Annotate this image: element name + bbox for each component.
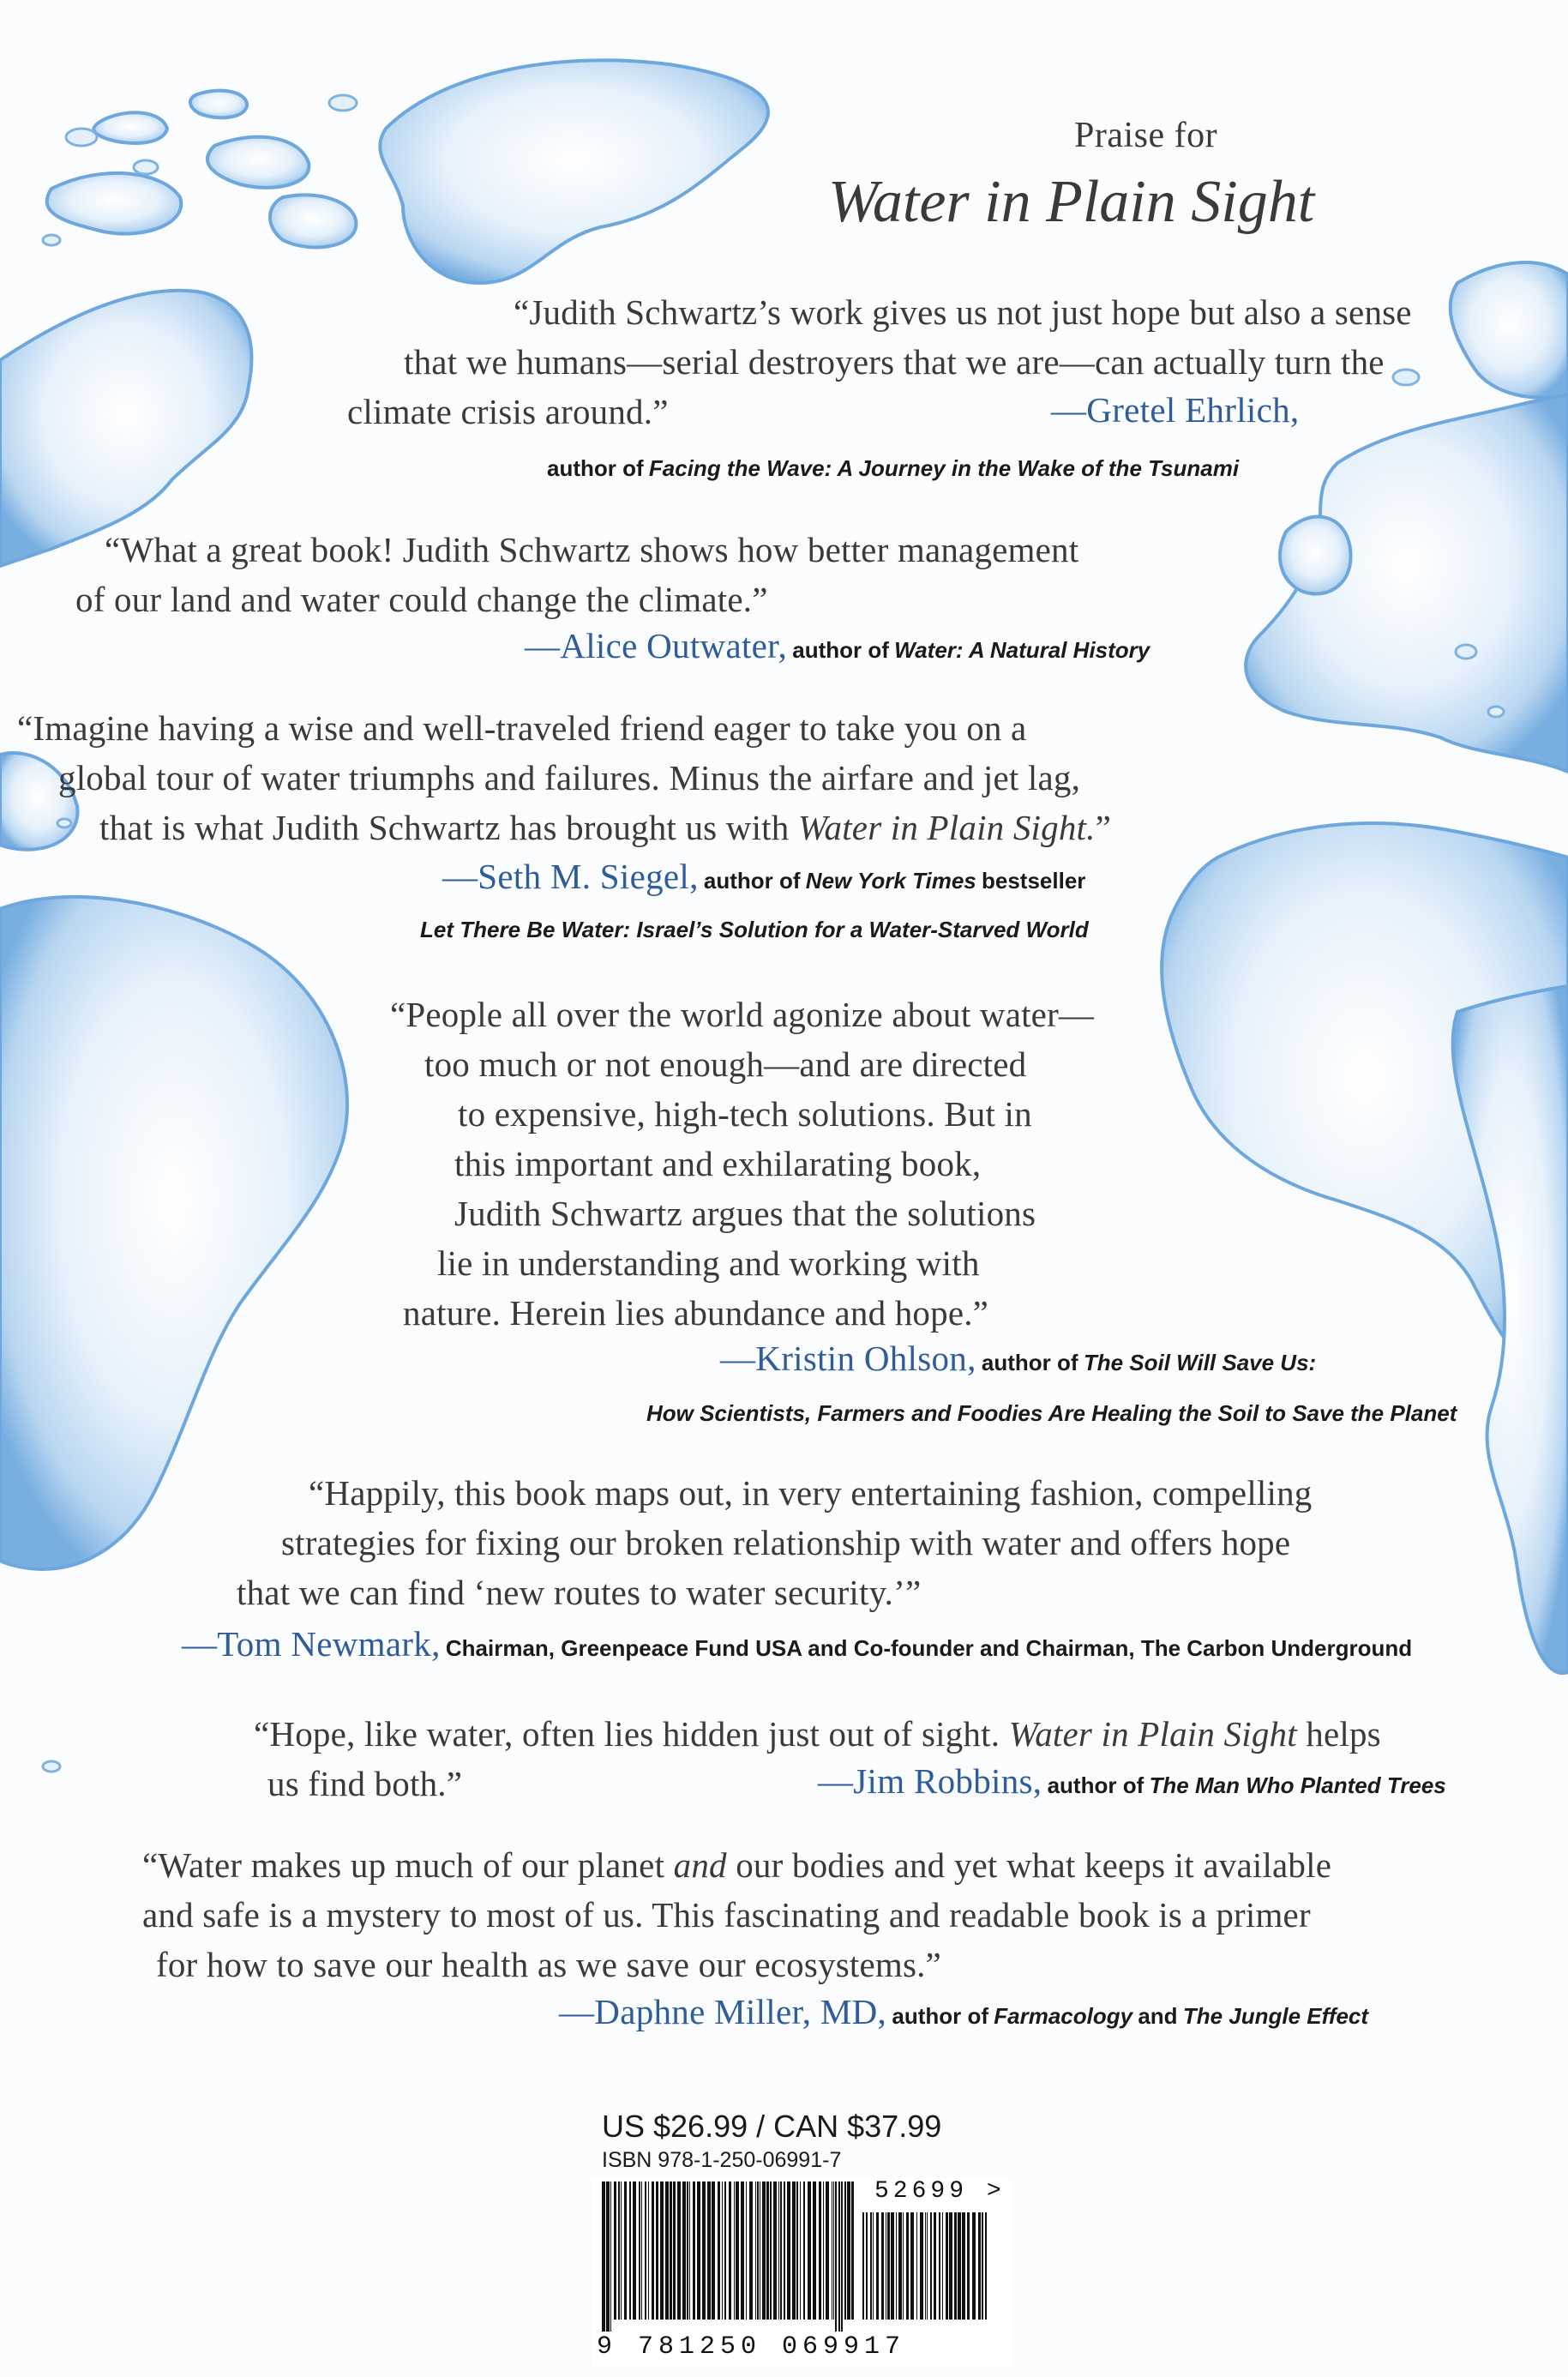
barcode-bar bbox=[641, 2181, 642, 2320]
quote-line: of our land and water could change the climate.” bbox=[75, 580, 768, 619]
barcode-bar bbox=[660, 2181, 664, 2320]
barcode-bar bbox=[729, 2181, 731, 2320]
price-label: US $26.99 / CAN $37.99 bbox=[602, 2109, 942, 2144]
barcode-bar bbox=[673, 2181, 676, 2320]
barcode-bar bbox=[862, 2212, 864, 2320]
barcode-bar bbox=[722, 2181, 723, 2320]
quote-line: “Hope, like water, often lies hidden just out of sight. Water in Plain Sight helps bbox=[254, 1714, 1381, 1754]
barcode-bar bbox=[633, 2181, 636, 2320]
attribution-name: —Seth M. Siegel, bbox=[442, 857, 699, 896]
barcode-bar bbox=[778, 2181, 779, 2320]
quote-line: us find both.” bbox=[267, 1764, 463, 1803]
barcode-bar bbox=[838, 2181, 840, 2332]
quote-line: Judith Schwartz argues that the solutions bbox=[454, 1194, 1036, 1233]
quote-line: for how to save our health as we save our ecosystems.” bbox=[156, 1945, 941, 1984]
attribution-work: Water: A Natural History bbox=[894, 637, 1150, 663]
barcode-bar bbox=[780, 2181, 782, 2320]
barcode-bar bbox=[766, 2181, 769, 2320]
barcode-bar bbox=[693, 2181, 695, 2320]
barcode-bar bbox=[741, 2181, 744, 2320]
barcode-bar bbox=[925, 2212, 926, 2320]
barcode-bar bbox=[985, 2212, 987, 2320]
attribution-role: author of bbox=[703, 868, 801, 894]
attribution-name: —Alice Outwater, bbox=[525, 626, 787, 665]
barcode-bar bbox=[972, 2212, 976, 2320]
south-america-shape bbox=[0, 897, 347, 1569]
barcode-bar bbox=[841, 2181, 843, 2332]
barcode-bar bbox=[792, 2181, 796, 2320]
barcode-bar bbox=[803, 2181, 805, 2320]
barcode-bar bbox=[930, 2212, 932, 2320]
barcode-bar bbox=[833, 2181, 834, 2320]
barcode-bar bbox=[978, 2212, 981, 2320]
attribution-name: —Daphne Miller, MD, bbox=[559, 1992, 887, 2031]
barcode-bar bbox=[881, 2212, 884, 2320]
barcode-bar bbox=[896, 2212, 897, 2320]
attribution-name: —Jim Robbins, bbox=[818, 1761, 1042, 1801]
attribution-role: author of bbox=[981, 1350, 1078, 1375]
barcode-addon-number: 52699 > bbox=[874, 2178, 1006, 2205]
barcode-bar bbox=[762, 2181, 766, 2320]
quote-line: strategies for fixing our broken relationship with water and offers hope bbox=[281, 1523, 1291, 1562]
quote-line: lie in understanding and working with bbox=[437, 1243, 980, 1283]
attribution-role-suffix: bestseller bbox=[982, 868, 1086, 894]
barcode-bar bbox=[887, 2212, 890, 2320]
attribution-name: —Kristin Ohlson, bbox=[720, 1339, 976, 1378]
attribution-work: The Man Who Planted Trees bbox=[1149, 1772, 1446, 1798]
barcode-bar bbox=[606, 2181, 610, 2332]
quote-line: and safe is a mystery to most of us. This fascinating and readable book is a primer bbox=[142, 1895, 1311, 1935]
barcode-bar bbox=[610, 2181, 611, 2332]
barcode-bar bbox=[697, 2181, 700, 2320]
attribution-role: author of bbox=[792, 637, 889, 663]
barcode-bar bbox=[958, 2212, 961, 2320]
quote-line: too much or not enough—and are directed bbox=[424, 1044, 1027, 1084]
barcode-bar bbox=[891, 2212, 894, 2320]
barcode-bar bbox=[876, 2212, 879, 2320]
attribution-work: The Soil Will Save Us: bbox=[1083, 1350, 1317, 1375]
barcode-bar bbox=[656, 2181, 658, 2320]
barcode-bar bbox=[873, 2212, 874, 2320]
barcode-bar bbox=[946, 2212, 948, 2320]
barcode-bar bbox=[746, 2181, 747, 2320]
barcode-bar bbox=[639, 2181, 640, 2320]
attribution-role: author of bbox=[1047, 1772, 1144, 1798]
barcode-bar bbox=[903, 2212, 904, 2320]
quote-line: to expensive, high-tech solutions. But in bbox=[458, 1094, 1032, 1134]
barcode-bar bbox=[629, 2181, 631, 2320]
attribution-work-subtitle: How Scientists, Farmers and Foodies Are Healing the Soil to Save the Planet bbox=[646, 1400, 1457, 1426]
barcode-bar bbox=[844, 2181, 846, 2320]
attribution-name: —Tom Newmark, bbox=[182, 1624, 441, 1664]
barcode-bar bbox=[734, 2181, 735, 2320]
greenland-shape bbox=[380, 60, 768, 283]
quote-line: nature. Herein lies abundance and hope.” bbox=[403, 1293, 989, 1333]
quote-line: “People all over the world agonize about water— bbox=[390, 995, 1095, 1034]
barcode-addon-bars bbox=[862, 2212, 991, 2332]
barcode-bar bbox=[670, 2181, 672, 2320]
barcode-bar bbox=[755, 2181, 756, 2320]
barcode-bar bbox=[757, 2181, 759, 2320]
barcode-number: 9 781250 069917 bbox=[597, 2332, 906, 2362]
barcode-bar bbox=[770, 2181, 772, 2320]
scandinavia-shape bbox=[1451, 262, 1568, 398]
barcode-bar bbox=[787, 2181, 790, 2320]
book-title: Water in Plain Sight bbox=[828, 169, 1315, 235]
barcode-bar bbox=[898, 2212, 902, 2320]
attribution-name: —Gretel Ehrlich, bbox=[1051, 390, 1300, 430]
barcode-bar bbox=[870, 2212, 872, 2320]
barcode-bar bbox=[906, 2212, 909, 2320]
barcode-bar bbox=[819, 2181, 821, 2320]
barcode-bar bbox=[847, 2181, 850, 2320]
barcode-bar bbox=[910, 2212, 914, 2320]
barcode-bar bbox=[826, 2181, 829, 2320]
barcode-bar bbox=[982, 2212, 983, 2320]
barcode-bar bbox=[602, 2181, 605, 2332]
barcode-bar bbox=[773, 2181, 777, 2320]
barcode-bar bbox=[967, 2212, 970, 2320]
barcode-bar bbox=[618, 2181, 620, 2320]
quote-line: that is what Judith Schwartz has brought us with Water in Plain Sight.” bbox=[99, 808, 1111, 847]
barcode-bar bbox=[954, 2212, 957, 2320]
barcode-bar bbox=[702, 2181, 706, 2320]
barcode-bar bbox=[749, 2181, 753, 2320]
barcode-panel bbox=[592, 2178, 1012, 2367]
barcode-bar bbox=[934, 2212, 936, 2320]
attribution-work-subtitle: Let There Be Water: Israel’s Solution for a Water-Starved World bbox=[420, 917, 1089, 942]
barcode-bar bbox=[712, 2181, 715, 2320]
barcode-bar bbox=[645, 2181, 646, 2320]
barcode-bar bbox=[949, 2212, 952, 2320]
barcode-bar bbox=[736, 2181, 739, 2320]
north-america-shape bbox=[0, 291, 251, 566]
barcode-bar bbox=[621, 2181, 622, 2320]
quote-line: this important and exhilarating book, bbox=[454, 1144, 982, 1183]
attribution-role: author of bbox=[892, 2003, 989, 2029]
barcode-bar bbox=[614, 2181, 616, 2320]
quote-line: that we humans—serial destroyers that we are—can actually turn the bbox=[404, 342, 1385, 382]
isbn-label: ISBN 978-1-250-06991-7 bbox=[602, 2148, 842, 2172]
barcode-bar bbox=[652, 2181, 654, 2320]
barcode-bar bbox=[942, 2212, 943, 2320]
quote-line: “Happily, this book maps out, in very entertaining fashion, compelling bbox=[309, 1473, 1313, 1513]
quote-line: “Imagine having a wise and well-traveled friend eager to take you on a bbox=[17, 708, 1027, 748]
quote-line: global tour of water triumphs and failures. Minus the airfare and jet lag, bbox=[58, 758, 1081, 797]
barcode-bar bbox=[851, 2181, 854, 2320]
quote-line: “Judith Schwartz’s work gives us not just hope but also a sense bbox=[514, 292, 1412, 332]
barcode-bar bbox=[718, 2181, 720, 2320]
barcode-bar bbox=[835, 2181, 837, 2332]
barcode-bar bbox=[800, 2181, 801, 2320]
praise-label: Praise for bbox=[1074, 116, 1218, 155]
attribution-role: author of bbox=[547, 455, 644, 481]
barcode-bar bbox=[927, 2212, 928, 2320]
barcode-bars bbox=[602, 2181, 859, 2332]
barcode-bar bbox=[813, 2181, 816, 2320]
barcode-bar bbox=[648, 2181, 649, 2320]
attribution-work-2: The Jungle Effect bbox=[1182, 2003, 1369, 2029]
attribution-work: Facing the Wave: A Journey in the Wake of the Tsunami bbox=[648, 455, 1240, 481]
barcode-bar bbox=[939, 2212, 940, 2320]
asia-edge-shape bbox=[1453, 986, 1568, 1673]
barcode-bar bbox=[682, 2181, 686, 2320]
barcode-bar bbox=[689, 2181, 690, 2320]
attribution-role-mid: and bbox=[1138, 2003, 1178, 2029]
quote-line: climate crisis around.” bbox=[347, 392, 669, 431]
barcode-bar bbox=[808, 2181, 811, 2320]
barcode-bar bbox=[665, 2181, 669, 2320]
barcode-bar bbox=[707, 2181, 711, 2320]
barcode-bar bbox=[920, 2212, 923, 2320]
british-isles-shape bbox=[1280, 517, 1351, 594]
barcode-bar bbox=[724, 2181, 726, 2320]
barcode-bar bbox=[784, 2181, 785, 2320]
barcode-bar bbox=[687, 2181, 688, 2320]
quote-line: that we can find ‘new routes to water security.’” bbox=[237, 1573, 922, 1612]
barcode-bar bbox=[823, 2181, 824, 2320]
quote-line: “What a great book! Judith Schwartz shows how better management bbox=[105, 530, 1079, 569]
attribution-work: Farmacology bbox=[994, 2003, 1133, 2029]
attribution-work: New York Times bbox=[805, 868, 976, 894]
barcode-bar bbox=[916, 2212, 917, 2320]
quote-line: “Water makes up much of our planet and our bodies and yet what keeps it available bbox=[142, 1845, 1332, 1885]
barcode-bar bbox=[624, 2181, 627, 2320]
barcode-bar bbox=[962, 2212, 965, 2320]
barcode-bar bbox=[677, 2181, 681, 2320]
barcode-bar bbox=[796, 2181, 798, 2320]
arctic-islands-shape bbox=[47, 173, 182, 234]
barcode-bar bbox=[866, 2212, 868, 2320]
attribution-role: Chairman, Greenpeace Fund USA and Co-founder and Chairman, The Carbon Underground bbox=[445, 1635, 1413, 1661]
